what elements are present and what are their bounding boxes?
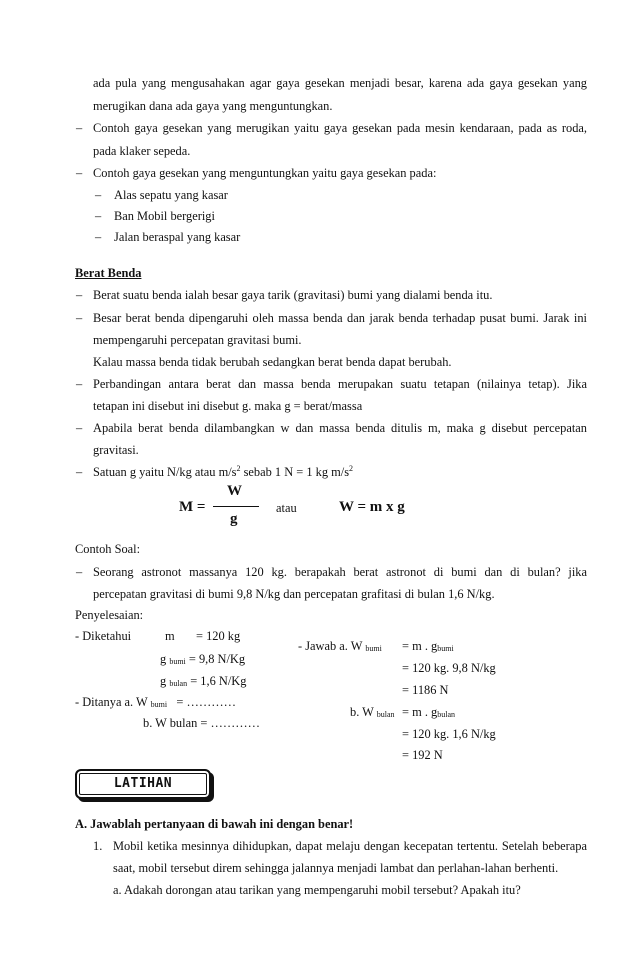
bullet-dash: – <box>76 377 83 391</box>
ditanya-b: b. W bulan = ………… <box>143 716 261 730</box>
formula-lhs: M = <box>179 499 206 515</box>
jawab-b-label: b. W <box>350 705 374 719</box>
satuan-text-b: sebab 1 N = 1 kg m/s <box>240 465 350 479</box>
sub-bullet-2: Ban Mobil bergerigi <box>114 209 215 223</box>
bullet-dash: – <box>76 565 83 579</box>
ditanya-label: - Ditanya a. W <box>75 695 148 709</box>
jawab-a-line-1 <box>402 638 454 656</box>
g-bulan-value: = 1,6 N/Kg <box>190 674 247 688</box>
jawab-b-line-1 <box>402 704 455 722</box>
formula-numerator: W <box>227 483 242 499</box>
jawab-b <box>350 704 395 722</box>
bullet-dash: – <box>76 465 83 479</box>
g-bulan <box>160 673 246 691</box>
superscript-2: 2 <box>236 464 241 473</box>
sub-bulan: bulan <box>437 710 455 719</box>
latihan-label: LATIHAN <box>113 776 173 791</box>
berat-point-2-line-2: mempengaruhi percepatan gravitasi bumi. <box>93 333 302 347</box>
penyelesaian-heading: Penyelesaian: <box>75 608 144 622</box>
sub-bumi: bumi <box>365 644 382 653</box>
jawab-label: - Jawab a. W <box>298 639 363 653</box>
bullet-dash: – <box>76 121 83 135</box>
berat-point-2-line-3: Kalau massa benda tidak berubah sedangkan berat benda dapat berubah. <box>93 355 452 369</box>
formula-rhs: W = m x g <box>339 499 405 515</box>
berat-point-5 <box>93 464 353 482</box>
sub-bullet-3: Jalan beraspal yang kasar <box>114 230 241 244</box>
question-1-line-2: saat, mobil tersebut direm sehingga jalannya menjadi lambat dan perlahan-lahan berhenti. <box>113 861 559 875</box>
sub-bullet-dash: – <box>95 230 102 244</box>
sub-bumi: bumi <box>169 657 186 666</box>
berat-point-1: Berat suatu benda ialah besar gaya tarik (gravitasi) bumi yang dialami benda itu. <box>93 288 493 302</box>
w-bumi-value: = ………… <box>176 695 237 709</box>
m-value: = 120 kg <box>196 629 241 643</box>
superscript-2: 2 <box>349 464 354 473</box>
question-line-2: percepatan gravitasi di bumi 9,8 N/kg dan percepatan grafitasi di bulan 1,6 N/kg. <box>93 587 495 601</box>
intro-bullet-1-line-1: Contoh gaya gesekan yang merugikan yaitu gaya gesekan pada mesin kendaraan, pada as roda, <box>93 121 587 135</box>
jawab-a <box>298 638 382 656</box>
intro-line-1: ada pula yang mengusahakan agar gaya gesekan menjadi besar, karena ada gaya gesekan yang <box>93 76 587 90</box>
jawab-a-eq: = m . g <box>402 639 438 653</box>
sub-bulan: bulan <box>376 710 395 719</box>
sub-bullet-dash: – <box>95 209 102 223</box>
fraction-bar <box>213 506 259 507</box>
question-1-line-1: Mobil ketika mesinnya dihidupkan, dapat melaju dengan kecepatan tertentu. Setelah beberapa <box>113 839 587 853</box>
jawab-b-eq: = m . g <box>402 705 438 719</box>
sub-bulan: bulan <box>169 679 188 688</box>
intro-bullet-1-line-2: pada klaker sepeda. <box>93 144 191 158</box>
var-m: m <box>165 629 175 643</box>
diketahui-label: - Diketahui <box>75 629 132 643</box>
berat-point-4-line-2: gravitasi. <box>93 443 139 457</box>
satuan-text-a: Satuan g yaitu N/kg atau m/s <box>93 465 237 479</box>
question-1a: a. Adakah dorongan atau tarikan yang mempengaruhi mobil tersebut? Apakah itu? <box>113 883 521 897</box>
var-g: g <box>160 674 167 688</box>
berat-point-4-line-1: Apabila berat benda dilambangkan w dan massa benda ditulis m, maka g disebut percepatan <box>93 421 587 435</box>
latihan-banner <box>75 769 211 799</box>
sub-bumi: bumi <box>437 644 454 653</box>
ditanya-a <box>75 694 236 712</box>
sub-bullet-dash: – <box>95 188 102 202</box>
intro-line-2: merugikan dana ada gaya yang menguntungkan. <box>93 99 333 113</box>
question-line-1: Seorang astronot massanya 120 kg. berapakah berat astronot di bumi dan di bulan? jika <box>93 565 587 579</box>
intro-bullet-2: Contoh gaya gesekan yang menguntungkan yaitu gaya gesekan pada: <box>93 166 437 180</box>
question-1-number: 1. <box>93 839 103 853</box>
bullet-dash: – <box>76 166 83 180</box>
bullet-dash: – <box>76 288 83 302</box>
berat-point-3-line-1: Perbandingan antara berat dan massa benda merupakan suatu tetapan (nilainya tetap). Jika <box>93 377 587 391</box>
jawab-a-line-3: = 1186 N <box>402 683 449 697</box>
berat-point-2-line-1: Besar berat benda dipengaruhi oleh massa benda dan jarak benda terhadap pusat bumi. Jarak ini <box>93 311 587 325</box>
formula-atau: atau <box>276 501 297 515</box>
bullet-dash: – <box>76 421 83 435</box>
jawab-a-line-2: = 120 kg. 9,8 N/kg <box>402 661 496 675</box>
berat-point-3-line-2: tetapan ini disebut ini disebut g. maka g = berat/massa <box>93 399 363 413</box>
g-bumi <box>160 651 245 669</box>
sub-bumi: bumi <box>150 700 168 709</box>
exercise-a-heading: A. Jawablah pertanyaan di bawah ini dengan benar! <box>75 817 354 831</box>
var-g: g <box>160 652 167 666</box>
contoh-soal-heading: Contoh Soal: <box>75 542 141 556</box>
bullet-dash: – <box>76 311 83 325</box>
formula-denominator: g <box>230 511 238 527</box>
section-heading-berat-benda: Berat Benda <box>75 266 142 280</box>
g-bumi-value: = 9,8 N/Kg <box>188 652 246 666</box>
sub-bullet-1: Alas sepatu yang kasar <box>114 188 228 202</box>
jawab-b-line-3: = 192 N <box>402 748 443 762</box>
jawab-b-line-2: = 120 kg. 1,6 N/kg <box>402 727 496 741</box>
